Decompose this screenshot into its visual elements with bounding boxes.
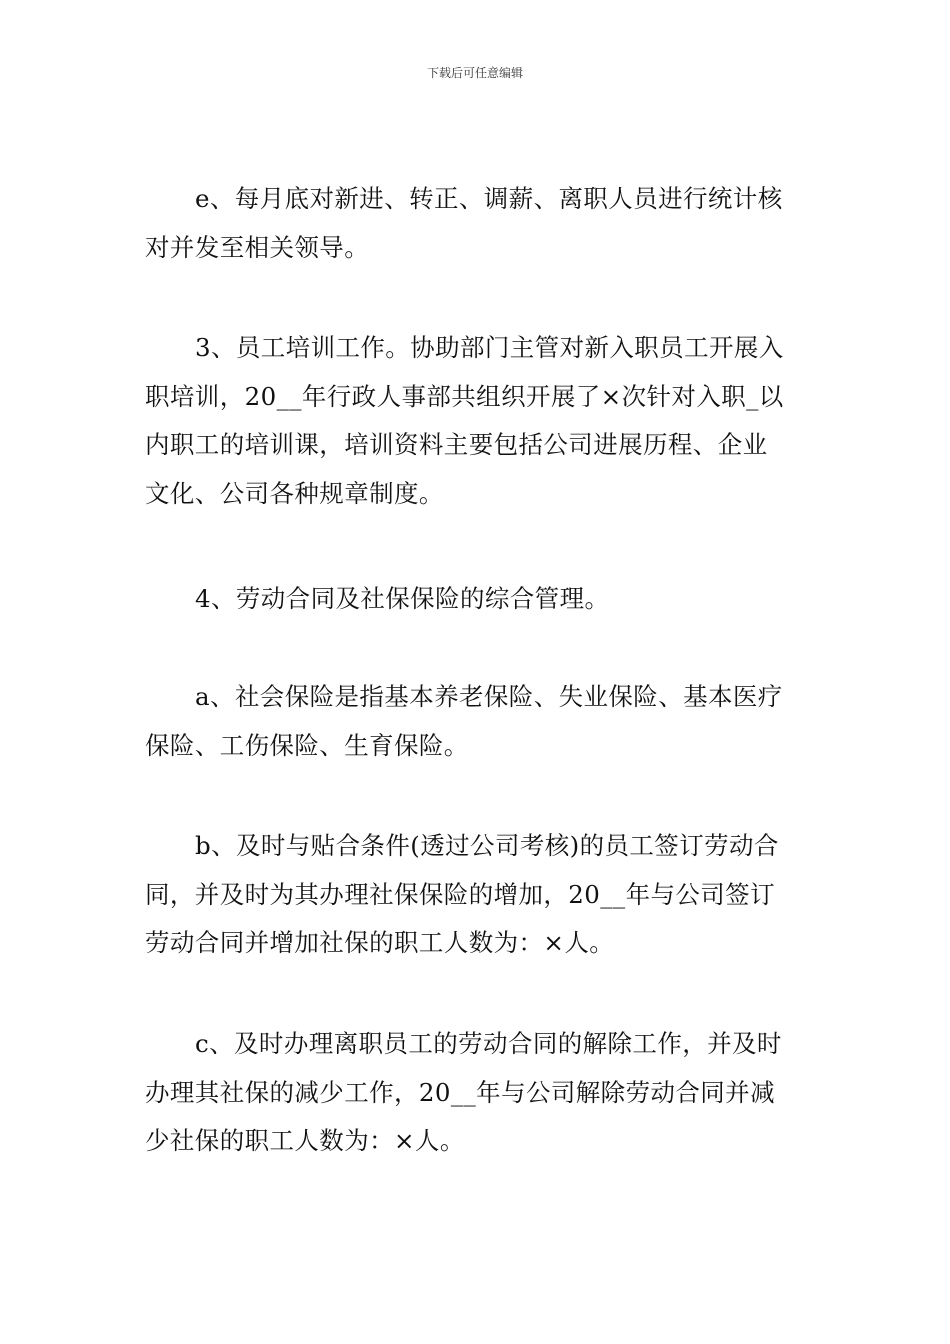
paragraph-e (145, 175, 811, 272)
paragraph-line: 内职工的培训课，培训资料主要包括公司进展历程、企业 (145, 430, 768, 459)
page-header: 下载后可任意编辑 (426, 66, 523, 80)
paragraph-line: c、及时办理离职员工的劳动合同的解除工作，并及时 (195, 1029, 782, 1058)
paragraph-line: 4、劳动合同及社保保险的综合管理。 (195, 584, 610, 613)
paragraph-line: 办理其社保的减少工作，20__年与公司解除劳动合同并减 (145, 1077, 775, 1107)
paragraph-line: 职培训，20__年行政人事部共组织开展了×次针对入职_以 (145, 381, 784, 411)
paragraph-3-training (145, 324, 811, 518)
paragraph-line: 文化、公司各种规章制度。 (145, 478, 444, 508)
paragraph-line: e、每月底对新进、转正、调薪、离职人员进行统计核 (195, 184, 783, 213)
paragraph-b (145, 822, 811, 968)
paragraph-4-contracts (145, 575, 811, 624)
paragraph-line: 保险、工伤保险、生育保险。 (145, 730, 469, 760)
paragraph-line: a、社会保险是指基本养老保险、失业保险、基本医疗 (195, 682, 783, 711)
paragraph-line: 劳动合同并增加社保的职工人数为：×人。 (145, 928, 615, 957)
paragraph-line: 对并发至相关领导。 (145, 232, 370, 262)
paragraph-line: 同，并及时为其办理社保保险的增加，20__年与公司签订 (145, 879, 775, 909)
paragraph-line: b、及时与贴合条件(透过公司考核)的员工签订劳动合 (195, 831, 779, 860)
paragraph-line: 3、员工培训工作。协助部门主管对新入职员工开展入 (195, 333, 784, 362)
paragraph-line: 少社保的职工人数为：×人。 (145, 1126, 465, 1155)
paragraph-a (145, 673, 811, 770)
paragraph-c (145, 1020, 811, 1166)
